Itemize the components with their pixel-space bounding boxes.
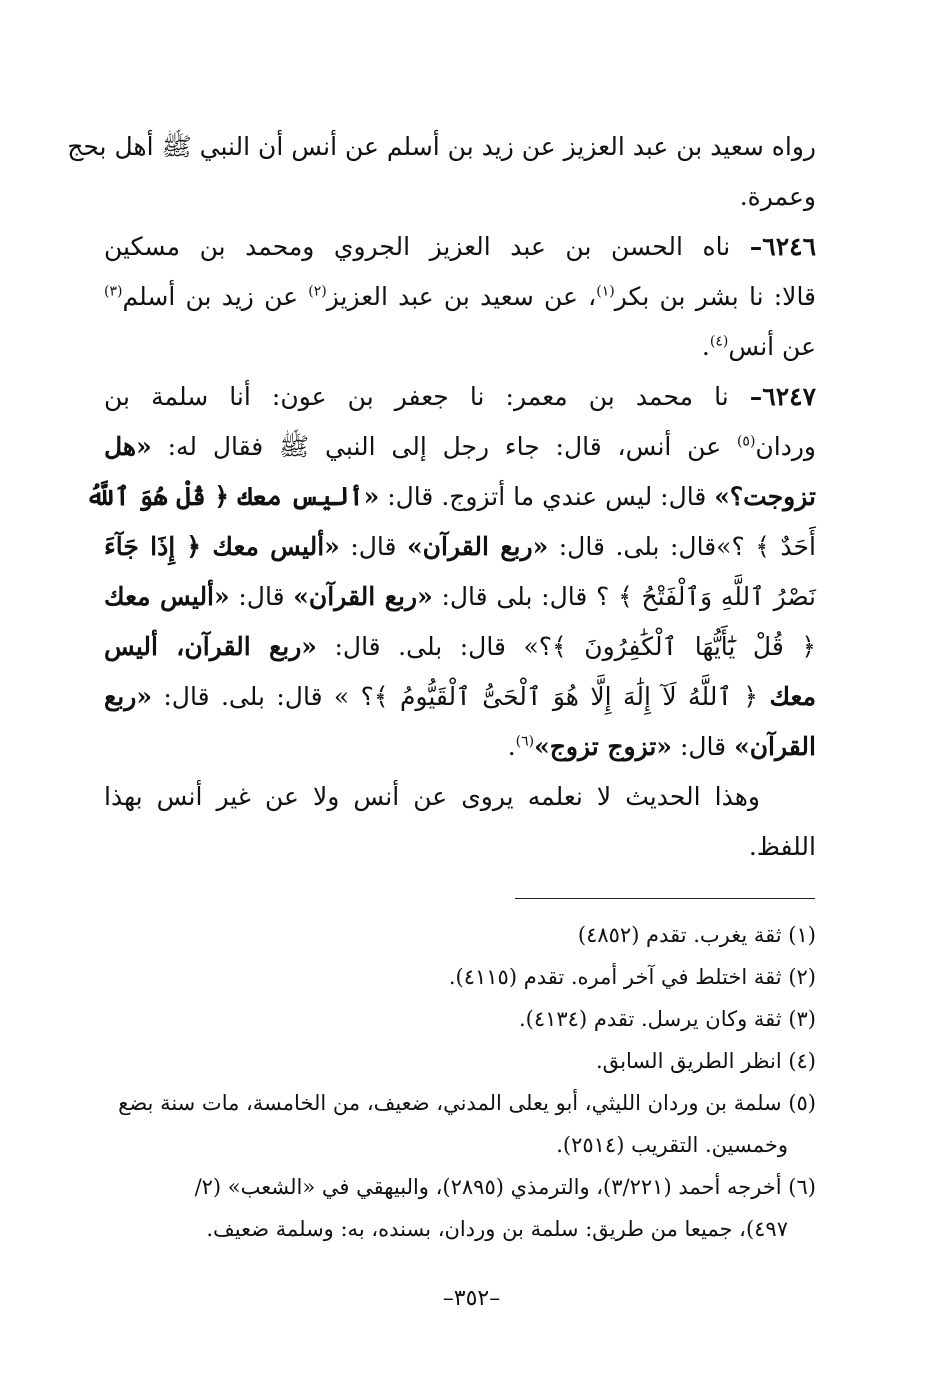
page-number: –٣٥٢– [442, 1286, 501, 1311]
text-segment: قال: ليس عندي ما أتزوج. قال: [379, 482, 715, 511]
quote-text: «ربع القرآن، أليس [104, 632, 317, 661]
hadith-6246-line [104, 222, 816, 272]
text-segment: قال: بلى. قال: [316, 632, 524, 661]
quote-text: «أليس معك [212, 532, 340, 561]
footnote-separator [515, 898, 815, 899]
quote-text: «ربع القرآن» [407, 532, 549, 561]
footnote-ref: (٦) [515, 733, 535, 750]
quote-text: «ربع [104, 682, 152, 711]
quote-text: «أليس معك [104, 582, 230, 611]
quote-text: «أليس معك [237, 482, 380, 511]
quote-text: القرآن» [734, 732, 816, 761]
text-segment: قالا: نا بشر بن بكر [614, 282, 817, 311]
footnote-2: (٢) ثقة اختلط في آخر أمره. تقدم (٤١١٥). [448, 965, 816, 989]
footnote-5: (٥) سلمة بن وردان الليثي، أبو يعلى المدني، ضعيف، من الخامسة، مات سنة بضع [118, 1091, 816, 1115]
hadith-6247-line [104, 522, 816, 572]
text-line: وعمرة. [739, 182, 816, 211]
footnote-ref: (٥) [736, 433, 756, 450]
hadith-6247-line [104, 622, 816, 672]
footnotes [104, 914, 816, 1250]
quran-verse: أَحَدٌ ﴾ ؟» [716, 532, 816, 561]
footnote-ref: (١) [596, 283, 615, 300]
hadith-6247-line [104, 422, 816, 472]
text-segment: وردان [755, 432, 816, 461]
hadith-6247-line [104, 372, 816, 422]
text-segment: عن أنس، قال: جاء رجل إلى النبي ﷺ فقال له: [151, 432, 737, 461]
quote-text: «هل [104, 432, 152, 461]
quote-text: تزوجت؟» [714, 482, 816, 511]
text-segment: ، عن سعيد بن عبد العزيز [326, 282, 597, 311]
footnote-ref: (٤) [709, 333, 729, 350]
hadith-6247-line [85, 472, 816, 522]
footnote-ref: (٣) [104, 283, 123, 300]
text-segment: قال: [672, 732, 735, 761]
quran-verse: ﴿ إِذَا جَآءَ [104, 532, 213, 561]
hadith-number: ٦٢٤٦– [749, 232, 816, 261]
quote-text: «ربع القرآن» [293, 582, 433, 611]
text-line: رواه سعيد بن عبد العزيز عن زيد بن أسلم عن أنس أن النبي ﷺ أهل بحج [67, 132, 816, 161]
note-line: وهذا الحديث لا نعلمه يروى عن أنس ولا عن غير أنس بهذا [104, 782, 760, 811]
quran-verse: ﴿ ٱللَّهُ لَآ إِلَٰهَ إِلَّا هُوَ ٱلْحَىُّ ٱلْقَيُّومُ ﴾؟ » قال: بلى. قال: [151, 682, 770, 711]
text-segment: قال: [229, 582, 294, 611]
quote-text: معك [769, 682, 816, 711]
hadith-6247-line [104, 572, 816, 622]
text-segment: عن زيد بن أسلم [122, 282, 309, 311]
text-segment: . [507, 732, 516, 761]
text-segment: ناه الحسن بن عبد العزيز الجروي ومحمد بن مسكين [104, 232, 731, 261]
hadith-number: ٦٢٤٧– [749, 382, 817, 411]
quran-verse: ﴿ قُلْ يَٰٓأَيُّهَا ٱلْكَٰفِرُونَ ﴾؟» [523, 632, 816, 661]
footnote-3: (٣) ثقة وكان يرسل. تقدم (٤١٣٤). [518, 1007, 816, 1031]
text-segment: عن أنس [728, 332, 816, 361]
quran-verse: ﴿ قُلْ هُوَ ٱللَّهُ [85, 482, 238, 511]
hadith-6247-line [104, 722, 816, 772]
note-line: اللفظ. [748, 832, 816, 861]
footnote-ref: (٢) [308, 283, 327, 300]
quran-verse: نَصْرُ ٱللَّهِ وَٱلْفَتْحُ ﴾ ؟ قال: بلى قال: [432, 582, 816, 611]
text-segment: قال: بلى. قال: [548, 532, 717, 561]
text-segment: . [701, 332, 710, 361]
hadith-6247-line [104, 672, 816, 722]
footnote-5-continued: وخمسين. التقريب (٢٥١٤). [556, 1133, 788, 1157]
text-segment: قال: [339, 532, 408, 561]
hadith-6246-line [104, 322, 816, 372]
footnote-4: (٤) انظر الطريق السابق. [596, 1049, 816, 1073]
hadith-6246-line [104, 272, 816, 322]
quote-text: «تزوج تزوج» [534, 732, 672, 761]
text-segment: نا محمد بن معمر: نا جعفر بن عون: أنا سلمة بن [104, 382, 729, 411]
footnote-1: (١) ثقة يغرب. تقدم (٤٨٥٢) [577, 923, 816, 947]
footnote-6: (٦) أخرجه أحمد (٣/٢٢١)، والترمذي (٢٨٩٥)، والبيهقي في «الشعب» (٢/ [194, 1175, 816, 1199]
footnote-6-continued: ٤٩٧)، جميعا من طريق: سلمة بن وردان، بسنده، به: وسلمة ضعيف. [206, 1217, 788, 1241]
main-text [67, 122, 817, 872]
